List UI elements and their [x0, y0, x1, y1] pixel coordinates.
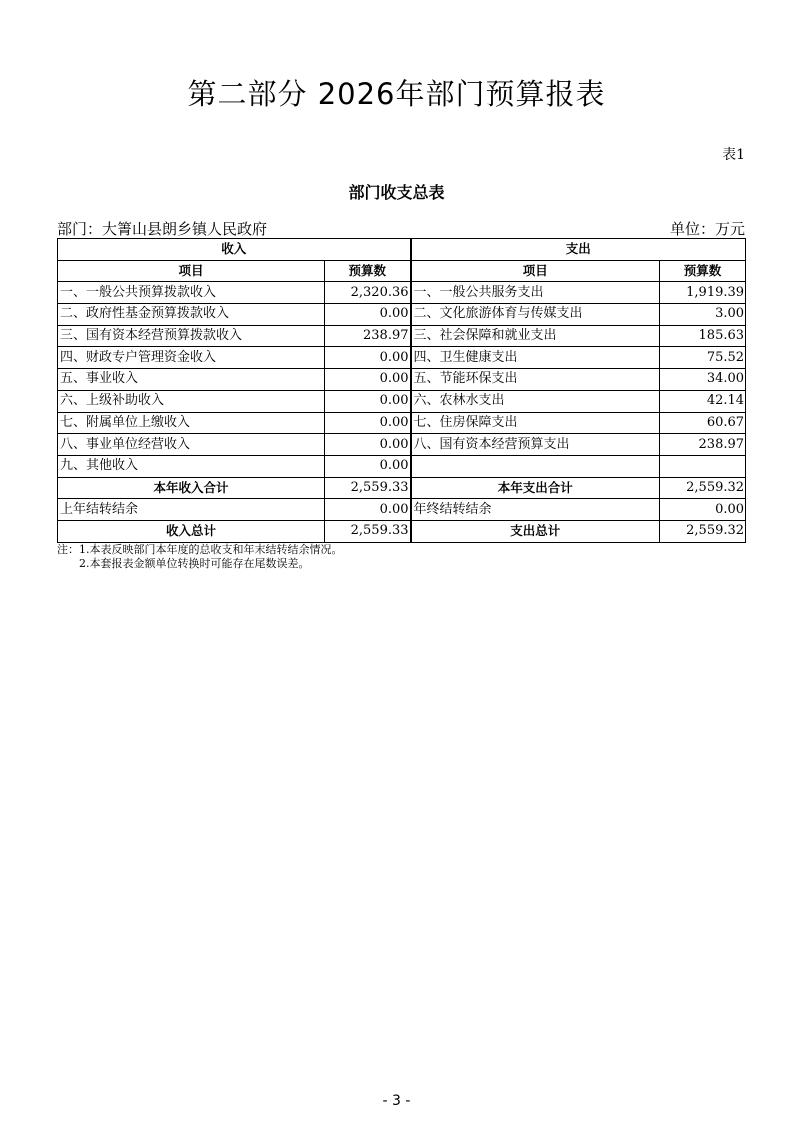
header-row-sections: [58, 239, 746, 261]
subtotal-expense-label: 本年支出合计: [411, 477, 660, 499]
budget-table: [57, 238, 746, 543]
income-amount: 0.00: [325, 347, 411, 369]
subtotal-expense-amount: 2,559.32: [660, 477, 746, 499]
department-label: 部门：大箐山县朗乡镇人民政府: [57, 220, 268, 238]
table-title: 部门收支总表: [348, 183, 445, 202]
note-2: 2.本套报表金额单位转换时可能存在尾数误差。: [79, 557, 310, 570]
expense-item-header: 项目: [411, 260, 660, 282]
income-item-header: 项目: [58, 260, 325, 282]
note-1: 注：1.本表反映部门本年度的总收支和年末结转结余情况。: [57, 543, 343, 556]
expense-item: 五、节能环保支出: [411, 369, 660, 391]
expense-amount: 42.14: [660, 390, 746, 412]
income-amount: 2,320.36: [325, 282, 411, 304]
income-item: 九、其他收入: [58, 455, 325, 477]
expense-amount: 185.63: [660, 325, 746, 347]
expense-amount: 34.00: [660, 369, 746, 391]
table-number: 表1: [722, 147, 745, 163]
table-row: [58, 325, 746, 347]
income-item: 二、政府性基金预算拨款收入: [58, 304, 325, 326]
table-row: [58, 434, 746, 456]
total-expense-amount: 2,559.32: [660, 520, 746, 542]
carry-row: [58, 499, 746, 521]
income-item: 四、财政专户管理资金收入: [58, 347, 325, 369]
expense-item: 二、文化旅游体育与传媒支出: [411, 304, 660, 326]
table-row: [58, 455, 746, 477]
income-item: 七、附属单位上缴收入: [58, 412, 325, 434]
income-item: 六、上级补助收入: [58, 390, 325, 412]
expense-item: [411, 455, 660, 477]
total-income-label: 收入总计: [58, 520, 325, 542]
expense-item: 八、国有资本经营预算支出: [411, 434, 660, 456]
income-amount: 0.00: [325, 304, 411, 326]
expense-item: 四、卫生健康支出: [411, 347, 660, 369]
income-item: 八、事业单位经营收入: [58, 434, 325, 456]
table-notes: [57, 543, 343, 571]
expense-budget-header: 预算数: [660, 260, 746, 282]
expense-amount: 75.52: [660, 347, 746, 369]
expense-item: 七、住房保障支出: [411, 412, 660, 434]
expense-item: 六、农林水支出: [411, 390, 660, 412]
income-amount: 0.00: [325, 434, 411, 456]
table-row: [58, 369, 746, 391]
total-row: [58, 520, 746, 542]
carry-income-amount: 0.00: [325, 499, 411, 521]
expense-item: 一、一般公共服务支出: [411, 282, 660, 304]
table-row: [58, 304, 746, 326]
income-amount: 0.00: [325, 455, 411, 477]
expense-header: 支出: [411, 239, 746, 261]
subtotal-row: [58, 477, 746, 499]
income-budget-header: 预算数: [325, 260, 411, 282]
page-title: 第二部分 2026年部门预算报表: [187, 77, 606, 111]
total-income-amount: 2,559.33: [325, 520, 411, 542]
subtotal-income-amount: 2,559.33: [325, 477, 411, 499]
expense-amount: 60.67: [660, 412, 746, 434]
expense-amount: [660, 455, 746, 477]
table-row: [58, 282, 746, 304]
income-header: 收入: [58, 239, 411, 261]
income-amount: 0.00: [325, 390, 411, 412]
carry-income-label: 上年结转结余: [58, 499, 325, 521]
table-row: [58, 390, 746, 412]
unit-label: 单位：万元: [669, 220, 745, 238]
income-amount: 0.00: [325, 369, 411, 391]
total-expense-label: 支出总计: [411, 520, 660, 542]
income-item: 一、一般公共预算拨款收入: [58, 282, 325, 304]
carry-expense-label: 年终结转结余: [411, 499, 660, 521]
income-amount: 238.97: [325, 325, 411, 347]
subtotal-income-label: 本年收入合计: [58, 477, 325, 499]
table-row: [58, 412, 746, 434]
page-number: - 3 -: [382, 1093, 411, 1109]
income-item: 五、事业收入: [58, 369, 325, 391]
expense-amount: 238.97: [660, 434, 746, 456]
expense-amount: 3.00: [660, 304, 746, 326]
income-amount: 0.00: [325, 412, 411, 434]
expense-amount: 1,919.39: [660, 282, 746, 304]
expense-item: 三、社会保障和就业支出: [411, 325, 660, 347]
carry-expense-amount: 0.00: [660, 499, 746, 521]
table-row: [58, 347, 746, 369]
header-row-columns: [58, 260, 746, 282]
income-item: 三、国有资本经营预算拨款收入: [58, 325, 325, 347]
